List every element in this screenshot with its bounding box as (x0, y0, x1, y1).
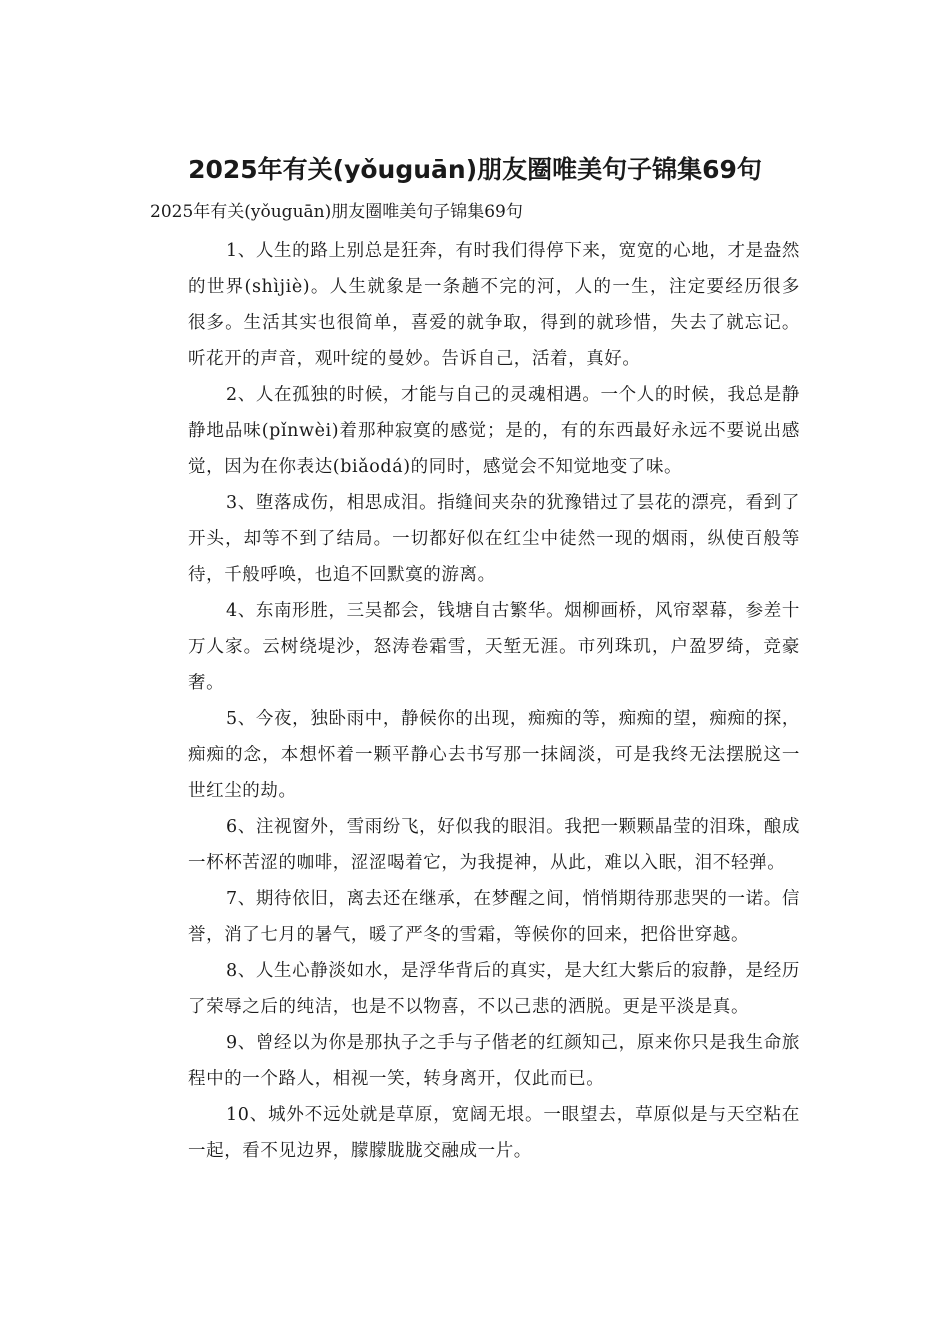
paragraph-line: 世红尘的劫。 (188, 781, 297, 801)
paragraph-line: 觉，因为在你表达(biǎodá)的同时，感觉会不知觉地变了味。 (188, 457, 683, 477)
paragraph-10 (150, 1097, 800, 1169)
paragraph-3 (150, 485, 800, 593)
paragraph-line: 很多。生活其实也很简单，喜爱的就争取，得到的就珍惜，失去了就忘记。 (188, 313, 800, 333)
paragraph-line: 8、人生心静淡如水，是浮华背后的真实，是大红大紫后的寂静，是经历 (226, 961, 800, 981)
paragraph-line: 程中的一个路人，相视一笑，转身离开，仅此而已。 (188, 1069, 605, 1089)
paragraph-line: 了荣辱之后的纯洁，也是不以物喜，不以己悲的洒脱。更是平淡是真。 (188, 997, 750, 1017)
paragraph-line: 待，千般呼唤，也追不回默寞的游离。 (188, 565, 496, 585)
paragraph-line: 痴痴的念，本想怀着一颗平静心去书写那一抹阔淡，可是我终无法摆脱这一 (188, 745, 800, 765)
paragraph-line: 静地品味(pǐnwèi)着那种寂寞的感觉；是的，有的东西最好永远不要说出感 (188, 421, 800, 441)
paragraph-line: 3、堕落成伤，相思成泪。指缝间夹杂的犹豫错过了昙花的漂亮，看到了 (226, 493, 800, 513)
paragraph-1 (150, 233, 800, 377)
paragraph-line: 7、期待依旧，离去还在继承，在梦醒之间，悄悄期待那悲哭的一诺。信 (226, 889, 800, 909)
document-body (150, 233, 800, 1169)
paragraph-line: 开头，却等不到了结局。一切都好似在红尘中徒然一现的烟雨，纵使百般等 (188, 529, 800, 549)
paragraph-6 (150, 809, 800, 881)
paragraph-line: 的世界(shìjiè)。人生就象是一条趟不完的河，人的一生，注定要经历很多 (188, 277, 800, 297)
paragraph-4 (150, 593, 800, 701)
paragraph-line: 1、人生的路上别总是狂奔，有时我们得停下来，宽宽的心地，才是盎然 (226, 241, 800, 261)
document-subtitle: 2025年有关(yǒuguān)朋友圈唯美句子锦集69句 (150, 202, 523, 222)
paragraph-line: 2、人在孤独的时候，才能与自己的灵魂相遇。一个人的时候，我总是静 (226, 385, 800, 405)
paragraph-2 (150, 377, 800, 485)
paragraph-9 (150, 1025, 800, 1097)
paragraph-7 (150, 881, 800, 953)
paragraph-line: 一杯杯苦涩的咖啡，涩涩喝着它，为我提神，从此，难以入眠，泪不轻弹。 (188, 853, 786, 873)
paragraph-line: 一起，看不见边界，朦朦胧胧交融成一片。 (188, 1141, 532, 1161)
paragraph-line: 5、今夜，独卧雨中，静候你的出现，痴痴的等，痴痴的望，痴痴的探， (226, 709, 800, 729)
paragraph-line: 10、城外不远处就是草原，宽阔无垠。一眼望去，草原似是与天空粘在 (226, 1105, 800, 1125)
paragraph-line: 4、东南形胜，三吴都会，钱塘自古繁华。烟柳画桥，风帘翠幕，参差十 (226, 601, 800, 621)
paragraph-line: 9、曾经以为你是那执子之手与子偕老的红颜知己，原来你只是我生命旅 (226, 1033, 800, 1053)
document-title: 2025年有关(yǒuguān)朋友圈唯美句子锦集69句 (188, 155, 762, 184)
paragraph-5 (150, 701, 800, 809)
paragraph-line: 奢。 (188, 673, 225, 693)
paragraph-line: 听花开的声音，观叶绽的曼妙。告诉自己，活着，真好。 (188, 349, 641, 369)
paragraph-8 (150, 953, 800, 1025)
paragraph-line: 誉，消了七月的暑气，暖了严冬的雪霜，等候你的回来，把俗世穿越。 (188, 925, 750, 945)
paragraph-line: 6、注视窗外，雪雨纷飞，好似我的眼泪。我把一颗颗晶莹的泪珠，酿成 (226, 817, 800, 837)
paragraph-line: 万人家。云树绕堤沙，怒涛卷霜雪，天堑无涯。市列珠玑，户盈罗绮，竞豪 (188, 637, 800, 657)
